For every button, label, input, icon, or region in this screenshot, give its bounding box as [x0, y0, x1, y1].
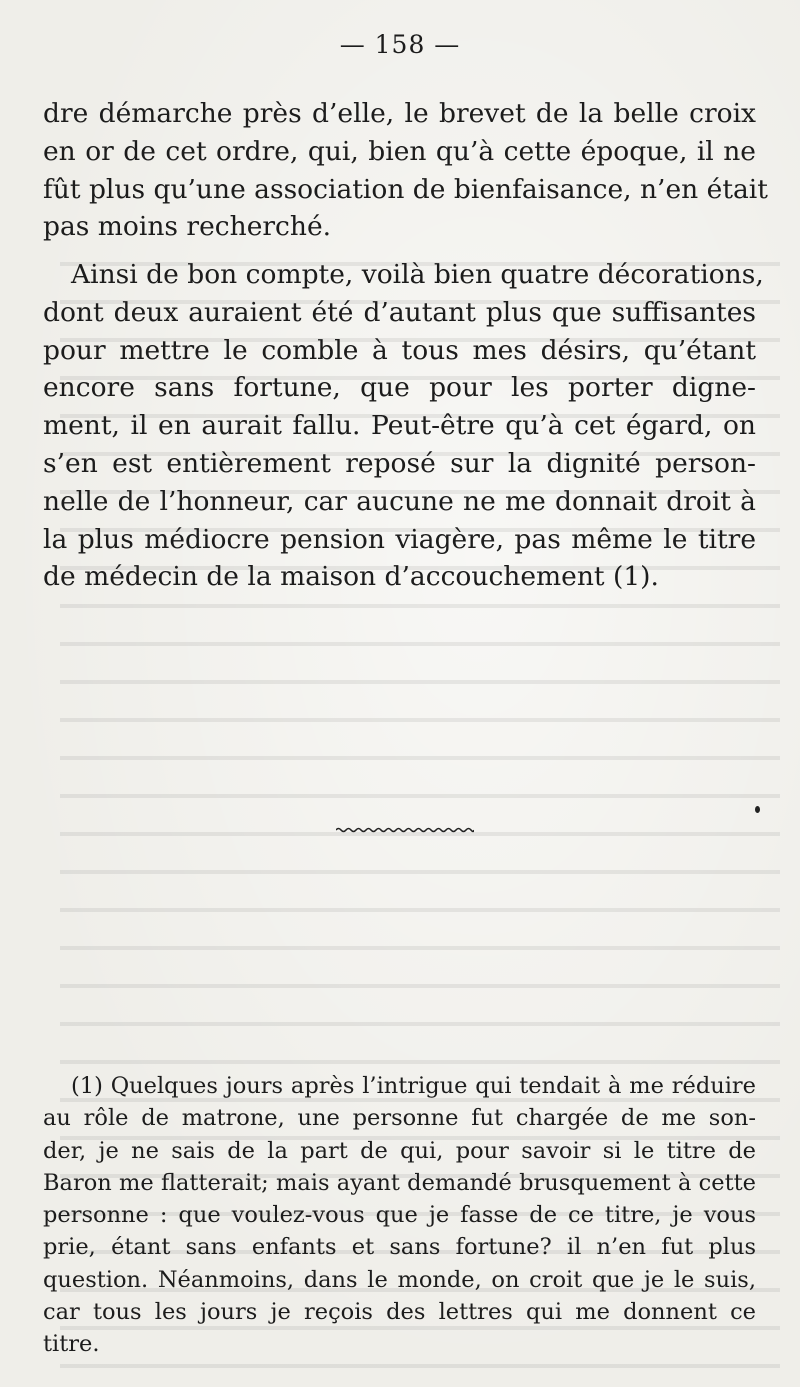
footnote-line: au rôle de matrone, une personne fut chargée de me son- [43, 1105, 756, 1132]
text-line: pas moins recherché. [43, 211, 332, 243]
footnote-line: Baron me flatterait; mais ayant demandé brusquement à cette [43, 1169, 756, 1196]
footnote-line: titre. [43, 1331, 100, 1358]
footnote-line: der, je ne sais de la part de qui, pour savoir si le titre de [43, 1137, 756, 1164]
text-line: en or de cet ordre, qui, bien qu’à cette époque, il ne [43, 135, 756, 167]
footnote-line: question. Néanmoins, dans le monde, on croit que je le suis, [43, 1266, 756, 1293]
footnote-line: prie, étant sans enfants et sans fortune? il n’en fut plus [43, 1234, 756, 1261]
paragraph-2 [43, 256, 764, 596]
text-line: fût plus qu’une association de bienfaisance, n’en était [43, 173, 768, 205]
text-line: Ainsi de bon compte, voilà bien quatre décorations, [71, 259, 764, 290]
text-line: de médecin de la maison d’accouchement (1). [43, 561, 659, 593]
ink-speck [755, 806, 760, 813]
text-line: nelle de l’honneur, car aucune ne me donnait droit à [43, 485, 756, 517]
text-line: encore sans fortune, que pour les porter digne- [43, 372, 756, 404]
text-line: dont deux auraient été d’autant plus que suffisantes [43, 296, 756, 328]
text-line: dre démarche près d’elle, le brevet de la belle croix [43, 98, 756, 129]
footnote-line: personne : que voulez-vous que je fasse de ce titre, je vous [43, 1202, 756, 1229]
decorative-wavy-rule [336, 826, 474, 834]
paragraph-1 [43, 95, 768, 246]
text-line: pour mettre le comble à tous mes désirs, qu’étant [43, 334, 756, 366]
footnote-line: (1) Quelques jours après l’intrigue qui tendait à me réduire [71, 1073, 756, 1099]
text-line: s’en est entièrement reposé sur la dignité person- [43, 447, 756, 479]
text-line: ment, il en aurait fallu. Peut-être qu’à cet égard, on [43, 410, 756, 442]
page-number: — 158 — [339, 30, 461, 59]
footnote-line: car tous les jours je reçois des lettres qui me donnent ce [43, 1299, 756, 1326]
footnote [43, 1070, 756, 1361]
text-line: la plus médiocre pension viagère, pas même le titre [43, 523, 756, 555]
